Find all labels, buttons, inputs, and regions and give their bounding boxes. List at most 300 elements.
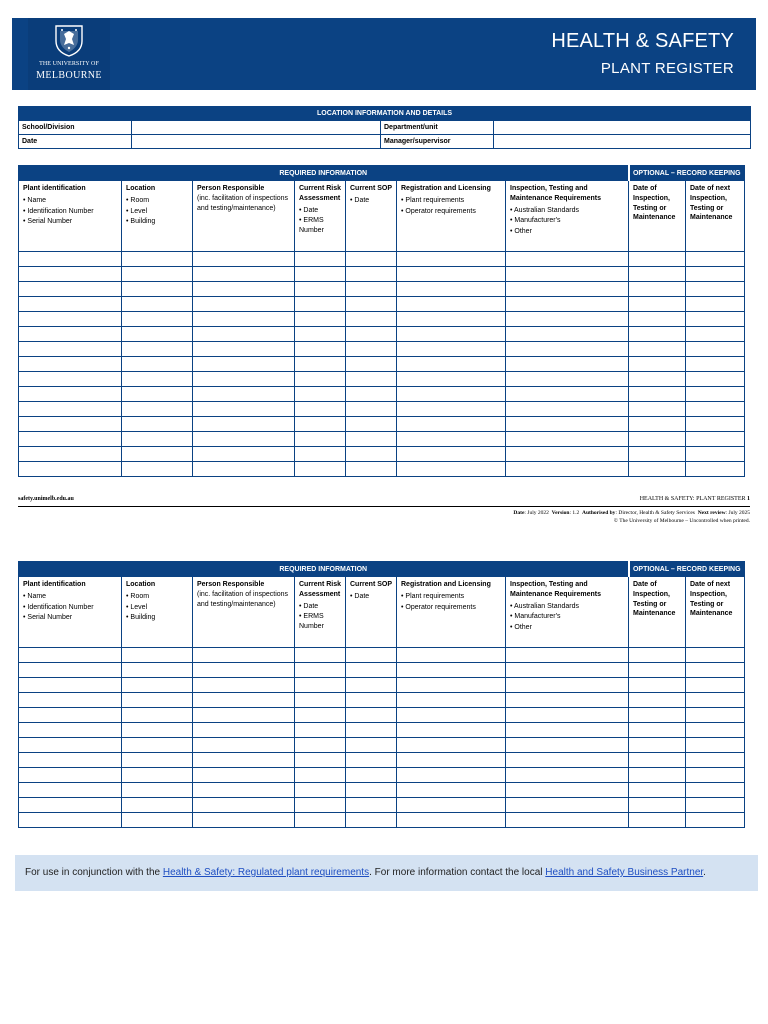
table-cell[interactable] [686, 708, 745, 723]
location-table [18, 106, 751, 149]
table-cell[interactable] [19, 312, 122, 327]
table-cell[interactable] [122, 708, 193, 723]
table-cell[interactable] [193, 462, 295, 477]
table-cell[interactable] [629, 387, 686, 402]
table-cell[interactable] [506, 402, 629, 417]
column-items [510, 206, 624, 237]
table-row [19, 417, 745, 432]
column-item: • Other [510, 624, 532, 632]
footer-next-review-label: Next review [697, 510, 726, 516]
column-header-risk-assessment [295, 181, 346, 252]
table-cell[interactable] [506, 708, 629, 723]
table-cell[interactable] [629, 753, 686, 768]
table-cell[interactable] [19, 357, 122, 372]
table-cell[interactable] [346, 738, 397, 753]
table-cell[interactable] [295, 372, 346, 387]
column-items [23, 592, 117, 623]
table-cell[interactable] [193, 312, 295, 327]
column-title: Date of Inspection, Testing or Maintenance [633, 185, 676, 222]
table-cell[interactable] [397, 738, 506, 753]
table-cell[interactable] [122, 417, 193, 432]
table-cell[interactable] [122, 282, 193, 297]
table-cell[interactable] [122, 768, 193, 783]
table-cell[interactable] [397, 342, 506, 357]
notice-box [15, 855, 758, 891]
table-cell[interactable] [686, 447, 745, 462]
table-cell[interactable] [295, 798, 346, 813]
table-row [19, 768, 745, 783]
table-cell[interactable] [346, 708, 397, 723]
table-cell[interactable] [19, 708, 122, 723]
table-cell[interactable] [193, 402, 295, 417]
table-cell[interactable] [122, 783, 193, 798]
table-cell[interactable] [193, 813, 295, 828]
table-cell[interactable] [346, 753, 397, 768]
table-row [19, 708, 745, 723]
table-cell[interactable] [397, 768, 506, 783]
table-cell[interactable] [686, 357, 745, 372]
table-cell[interactable] [19, 432, 122, 447]
table-cell[interactable] [506, 387, 629, 402]
table-cell[interactable] [629, 252, 686, 267]
table-cell[interactable] [122, 267, 193, 282]
table-cell[interactable] [295, 447, 346, 462]
table-cell[interactable] [193, 387, 295, 402]
table-cell[interactable] [686, 267, 745, 282]
table-cell[interactable] [19, 342, 122, 357]
table-cell[interactable] [19, 372, 122, 387]
column-subtitle: (inc. facilitation of inspections and testing/maintenance) [197, 194, 289, 212]
table-cell[interactable] [506, 738, 629, 753]
table-cell[interactable] [686, 738, 745, 753]
table-row [19, 783, 745, 798]
column-header-plant-identification [19, 181, 122, 252]
table-cell[interactable] [193, 357, 295, 372]
column-items [23, 196, 117, 227]
table-cell[interactable] [397, 432, 506, 447]
table-cell[interactable] [506, 693, 629, 708]
table-cell[interactable] [506, 768, 629, 783]
table-cell[interactable] [506, 813, 629, 828]
table-cell[interactable] [193, 678, 295, 693]
table-cell[interactable] [193, 297, 295, 312]
table-cell[interactable] [346, 342, 397, 357]
table-cell[interactable] [122, 648, 193, 663]
table-cell[interactable] [629, 372, 686, 387]
footer-doc-title-text: HEALTH & SAFETY: PLANT REGISTER [639, 496, 746, 502]
table-cell[interactable] [295, 723, 346, 738]
table-cell[interactable] [19, 282, 122, 297]
table-cell[interactable] [629, 798, 686, 813]
table-cell[interactable] [295, 432, 346, 447]
table-cell[interactable] [629, 312, 686, 327]
table-cell[interactable] [686, 663, 745, 678]
table-cell[interactable] [346, 282, 397, 297]
table-cell[interactable] [193, 327, 295, 342]
table-cell[interactable] [686, 783, 745, 798]
table-cell[interactable] [397, 447, 506, 462]
table-cell[interactable] [346, 357, 397, 372]
table-cell[interactable] [122, 753, 193, 768]
table-cell[interactable] [397, 357, 506, 372]
manager-supervisor-label: Manager/supervisor [381, 135, 494, 149]
table-cell[interactable] [122, 663, 193, 678]
table-cell[interactable] [346, 297, 397, 312]
table-cell[interactable] [122, 312, 193, 327]
table-cell[interactable] [122, 297, 193, 312]
table-cell[interactable] [19, 768, 122, 783]
table-cell[interactable] [629, 462, 686, 477]
table-cell[interactable] [19, 678, 122, 693]
table-cell[interactable] [19, 753, 122, 768]
table-cell[interactable] [295, 708, 346, 723]
table-cell[interactable] [397, 813, 506, 828]
notice-text [25, 867, 706, 878]
table-row [19, 372, 745, 387]
table-cell[interactable] [193, 282, 295, 297]
table-cell[interactable] [346, 663, 397, 678]
table-cell[interactable] [397, 312, 506, 327]
header-banner [12, 18, 756, 90]
table-cell[interactable] [295, 768, 346, 783]
table-cell[interactable] [19, 738, 122, 753]
table-cell[interactable] [295, 813, 346, 828]
table-cell[interactable] [19, 663, 122, 678]
table-cell[interactable] [686, 342, 745, 357]
column-title: Location [126, 185, 156, 192]
table-cell[interactable] [19, 798, 122, 813]
column-items [510, 602, 624, 633]
table-cell[interactable] [506, 648, 629, 663]
table-cell[interactable] [122, 432, 193, 447]
table-cell[interactable] [346, 693, 397, 708]
table-cell[interactable] [629, 447, 686, 462]
table-cell[interactable] [19, 462, 122, 477]
table-cell[interactable] [193, 372, 295, 387]
table-cell[interactable] [686, 693, 745, 708]
table-cell[interactable] [295, 312, 346, 327]
table-cell[interactable] [506, 663, 629, 678]
business-partner-link[interactable]: Health and Safety Business Partner [545, 867, 704, 878]
table-cell[interactable] [122, 327, 193, 342]
table-cell[interactable] [346, 387, 397, 402]
table-cell[interactable] [295, 282, 346, 297]
table-cell[interactable] [19, 267, 122, 282]
table-cell[interactable] [629, 648, 686, 663]
table-cell[interactable] [629, 783, 686, 798]
table-cell[interactable] [122, 813, 193, 828]
table-cell[interactable] [686, 648, 745, 663]
table-cell[interactable] [346, 312, 397, 327]
table-cell[interactable] [19, 327, 122, 342]
table-cell[interactable] [122, 678, 193, 693]
table-cell[interactable] [19, 387, 122, 402]
table-cell[interactable] [629, 693, 686, 708]
table-cell[interactable] [295, 663, 346, 678]
column-item: • Serial Number [23, 218, 73, 226]
column-header-current-sop [346, 181, 397, 252]
table-cell[interactable] [193, 798, 295, 813]
table-cell[interactable] [193, 432, 295, 447]
table-cell[interactable] [686, 312, 745, 327]
table-cell[interactable] [193, 693, 295, 708]
table-row [19, 342, 745, 357]
table-cell[interactable] [397, 783, 506, 798]
table-cell[interactable] [19, 297, 122, 312]
optional-record-heading: OPTIONAL – RECORD KEEPING [629, 562, 745, 577]
table-cell[interactable] [397, 462, 506, 477]
footer-date-value: : July 2022 [524, 510, 549, 516]
table-cell[interactable] [629, 297, 686, 312]
table-cell[interactable] [506, 432, 629, 447]
table-cell[interactable] [629, 432, 686, 447]
table-cell[interactable] [506, 783, 629, 798]
table-cell[interactable] [346, 678, 397, 693]
table-cell[interactable] [295, 357, 346, 372]
table-cell[interactable] [19, 417, 122, 432]
table-cell[interactable] [295, 678, 346, 693]
logo-text-small: THE UNIVERSITY OF [39, 61, 99, 67]
table-cell[interactable] [193, 768, 295, 783]
table-cell[interactable] [629, 357, 686, 372]
table-cell[interactable] [629, 723, 686, 738]
table-cell[interactable] [506, 312, 629, 327]
table-cell[interactable] [295, 462, 346, 477]
table-cell[interactable] [346, 372, 397, 387]
table-cell[interactable] [629, 768, 686, 783]
table-cell[interactable] [686, 723, 745, 738]
table-cell[interactable] [19, 648, 122, 663]
table-cell[interactable] [193, 738, 295, 753]
table-cell[interactable] [295, 738, 346, 753]
table-cell[interactable] [295, 267, 346, 282]
table-cell[interactable] [295, 327, 346, 342]
school-division-field[interactable] [132, 121, 381, 135]
table-cell[interactable] [193, 447, 295, 462]
table-cell[interactable] [506, 327, 629, 342]
table-cell[interactable] [397, 693, 506, 708]
table-cell[interactable] [193, 342, 295, 357]
table-cell[interactable] [346, 432, 397, 447]
department-unit-field[interactable] [494, 121, 751, 135]
table-cell[interactable] [629, 342, 686, 357]
table-cell[interactable] [686, 282, 745, 297]
notice-prefix: For use in conjunction with the [25, 867, 163, 878]
table-cell[interactable] [122, 738, 193, 753]
table-cell[interactable] [506, 342, 629, 357]
table-cell[interactable] [686, 462, 745, 477]
table-cell[interactable] [686, 678, 745, 693]
table-cell[interactable] [346, 252, 397, 267]
table-cell[interactable] [346, 813, 397, 828]
table-cell[interactable] [506, 753, 629, 768]
table-cell[interactable] [346, 768, 397, 783]
table-cell[interactable] [397, 798, 506, 813]
table-cell[interactable] [122, 402, 193, 417]
manager-supervisor-field[interactable] [494, 135, 751, 149]
table-cell[interactable] [346, 723, 397, 738]
table-cell[interactable] [19, 402, 122, 417]
column-title: Date of next Inspection, Testing or Maintenance [690, 581, 733, 618]
table-cell[interactable] [122, 357, 193, 372]
table-cell[interactable] [506, 372, 629, 387]
date-field[interactable] [132, 135, 381, 149]
footer-version-value: : 1.2 [569, 510, 580, 516]
table-cell[interactable] [397, 372, 506, 387]
table-cell[interactable] [397, 327, 506, 342]
table-cell[interactable] [122, 372, 193, 387]
table-row [19, 753, 745, 768]
table-cell[interactable] [506, 798, 629, 813]
table-cell[interactable] [346, 783, 397, 798]
table-cell[interactable] [629, 327, 686, 342]
table-cell[interactable] [122, 723, 193, 738]
column-item: • Plant requirements [401, 196, 465, 204]
table-cell[interactable] [506, 447, 629, 462]
table-cell[interactable] [122, 798, 193, 813]
table-cell[interactable] [686, 297, 745, 312]
table-cell[interactable] [506, 297, 629, 312]
required-info-heading: REQUIRED INFORMATION [19, 166, 629, 181]
table-cell[interactable] [397, 267, 506, 282]
footer-authorised-value: : Director, Health & Safety Services [615, 510, 695, 516]
table-cell[interactable] [193, 417, 295, 432]
table-cell[interactable] [193, 753, 295, 768]
table-cell[interactable] [19, 783, 122, 798]
column-item: • Building [126, 614, 156, 622]
table-cell[interactable] [122, 252, 193, 267]
table-cell[interactable] [122, 447, 193, 462]
table-cell[interactable] [629, 738, 686, 753]
table-cell[interactable] [397, 678, 506, 693]
table-cell[interactable] [686, 798, 745, 813]
table-cell[interactable] [506, 678, 629, 693]
table-cell[interactable] [295, 753, 346, 768]
table-cell[interactable] [686, 417, 745, 432]
table-cell[interactable] [346, 648, 397, 663]
table-cell[interactable] [629, 813, 686, 828]
table-cell[interactable] [686, 252, 745, 267]
register-table-1 [18, 165, 745, 477]
table-cell[interactable] [397, 282, 506, 297]
table-cell[interactable] [686, 387, 745, 402]
table-cell[interactable] [193, 267, 295, 282]
table-cell[interactable] [295, 417, 346, 432]
table-cell[interactable] [295, 297, 346, 312]
table-cell[interactable] [19, 252, 122, 267]
column-header-location [122, 577, 193, 648]
table-cell[interactable] [19, 813, 122, 828]
column-item: • Identification Number [23, 603, 94, 611]
table-cell[interactable] [629, 663, 686, 678]
table-cell[interactable] [346, 327, 397, 342]
column-header-risk-assessment [295, 577, 346, 648]
table-cell[interactable] [295, 648, 346, 663]
table-cell[interactable] [397, 753, 506, 768]
table-cell[interactable] [295, 342, 346, 357]
table-cell[interactable] [19, 693, 122, 708]
table-cell[interactable] [686, 372, 745, 387]
table-cell[interactable] [122, 387, 193, 402]
table-cell[interactable] [193, 252, 295, 267]
logo-text-name: MELBOURNE [36, 70, 102, 81]
table-cell[interactable] [629, 417, 686, 432]
table-cell[interactable] [629, 708, 686, 723]
column-title: Registration and Licensing [401, 185, 491, 192]
table-cell[interactable] [295, 252, 346, 267]
table-cell[interactable] [193, 708, 295, 723]
table-cell[interactable] [686, 432, 745, 447]
table-cell[interactable] [346, 462, 397, 477]
table-cell[interactable] [346, 798, 397, 813]
table-cell[interactable] [629, 402, 686, 417]
table-cell[interactable] [193, 783, 295, 798]
table-cell[interactable] [19, 723, 122, 738]
school-division-label: School/Division [19, 121, 132, 135]
table-cell[interactable] [629, 282, 686, 297]
table-cell[interactable] [397, 417, 506, 432]
table-cell[interactable] [346, 267, 397, 282]
table-cell[interactable] [193, 663, 295, 678]
table-cell[interactable] [122, 462, 193, 477]
footer-next-review-value: : July 2025 [725, 510, 750, 516]
column-header-date-of-inspection [629, 577, 686, 648]
table-cell[interactable] [629, 267, 686, 282]
table-cell[interactable] [295, 387, 346, 402]
date-label: Date [19, 135, 132, 149]
table-cell[interactable] [295, 693, 346, 708]
table-cell[interactable] [506, 282, 629, 297]
table-cell[interactable] [686, 327, 745, 342]
table-cell[interactable] [295, 402, 346, 417]
table-cell[interactable] [686, 813, 745, 828]
table-cell[interactable] [397, 648, 506, 663]
table-cell[interactable] [686, 402, 745, 417]
table-cell[interactable] [686, 768, 745, 783]
table-cell[interactable] [397, 723, 506, 738]
table-cell[interactable] [193, 648, 295, 663]
table-cell[interactable] [19, 447, 122, 462]
table-cell[interactable] [346, 417, 397, 432]
table-cell[interactable] [397, 252, 506, 267]
column-title: Current SOP [350, 581, 393, 588]
table-cell[interactable] [506, 267, 629, 282]
column-title: Inspection, Testing and Maintenance Requirements [510, 185, 602, 202]
table-cell[interactable] [397, 402, 506, 417]
table-cell[interactable] [346, 402, 397, 417]
table-cell[interactable] [506, 357, 629, 372]
table-cell[interactable] [686, 753, 745, 768]
table-cell[interactable] [397, 663, 506, 678]
table-cell[interactable] [397, 708, 506, 723]
table-cell[interactable] [506, 252, 629, 267]
table-cell[interactable] [346, 447, 397, 462]
table-row [19, 648, 745, 663]
table-cell[interactable] [295, 783, 346, 798]
table-cell[interactable] [193, 723, 295, 738]
column-item: • Manufacturer's [510, 613, 561, 621]
table-cell[interactable] [506, 462, 629, 477]
table-cell[interactable] [397, 387, 506, 402]
column-header-plant-identification [19, 577, 122, 648]
table-cell[interactable] [506, 417, 629, 432]
table-cell[interactable] [629, 678, 686, 693]
table-cell[interactable] [397, 297, 506, 312]
regulated-plant-requirements-link[interactable]: Health & Safety: Regulated plant requirements [162, 867, 370, 878]
table-cell[interactable] [122, 342, 193, 357]
table-cell[interactable] [122, 693, 193, 708]
table-cell[interactable] [506, 723, 629, 738]
